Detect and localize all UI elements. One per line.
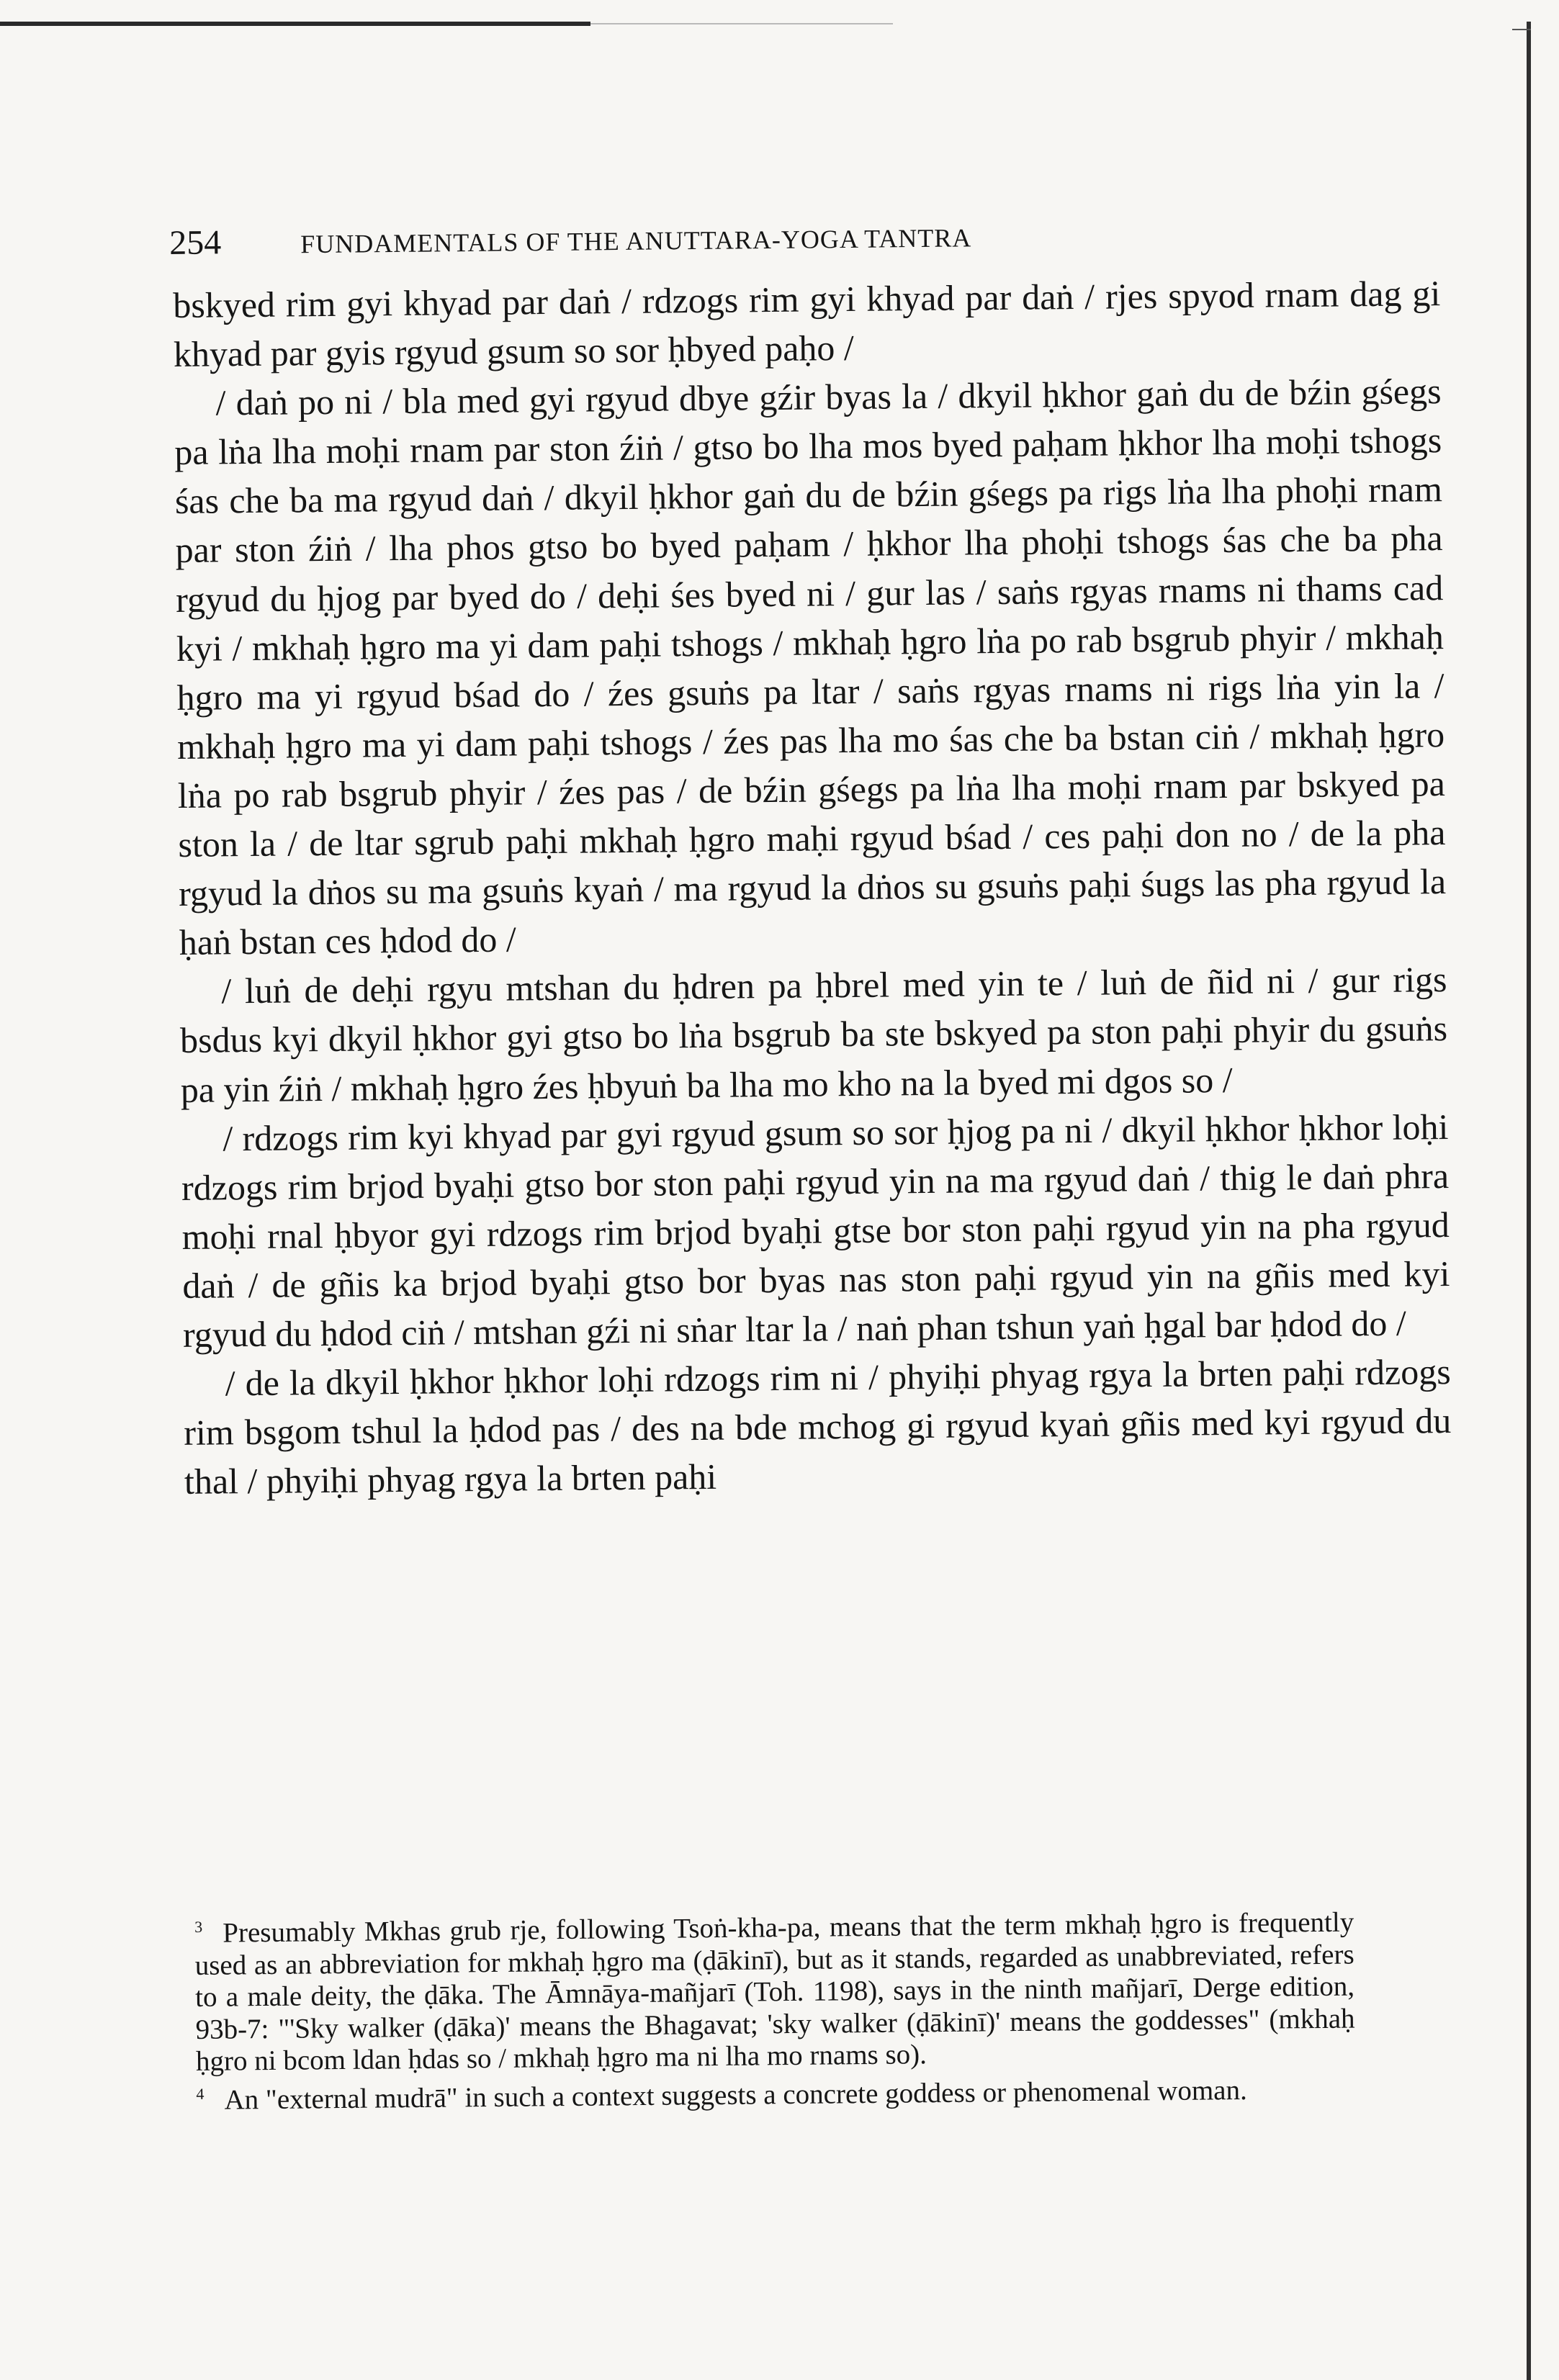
footnote-text: Presumably Mkhas grub rje, following Tsoṅ-kha-pa, means that the term mkhaḥ ḥgro is frequently used as an abbreviation for mkhaḥ ḥgro ma (ḍākinī), but as it stands, regarded as unabbreviated, refers to a male deity, the ḍāka. The Āmnāya-mañjarī (Toh. 1198), says in the ninth mañjarī, Derge edition, 93b-7: "'Sky walker (ḍāka)' means the Bhagavat; 'sky walker (ḍākinī)' means the goddesses" (mkhaḥ ḥgro ni bcom ldan ḥdas so / mkhaḥ ḥgro ma ni lha mo rnams so). <box>194 1906 1355 2077</box>
footnote-text: An "external mudrā" in such a context suggests a concrete goddess or phenomenal woman. <box>224 2074 1247 2116</box>
paragraph-4: / rdzogs rim kyi khyad par gyi rgyud gsum so sor ḥjog pa ni / dkyil ḥkhor ḥkhor loḥi rdzogs rim brjod byaḥi gtso bor ston paḥi rgyud yin na ma rgyud daṅ / thig le daṅ phra moḥi rnal ḥbyor gyi rdzogs rim brjod byaḥi gtse bor ston paḥi rgyud yin na pha rgyud daṅ / de gñis ka brjod byaḥi gtso bor byas nas ston paḥi rgyud yin na gñis med kyi rgyud du ḥdod ciṅ / mtshan gźi ni sṅar ltar la / naṅ phan tshun yaṅ ḥgal bar ḥdod do / <box>181 1106 1450 1355</box>
footnote-3 <box>194 1901 1355 2078</box>
running-head: FUNDAMENTALS OF THE ANUTTARA-YOGA TANTRA <box>300 223 972 259</box>
footnotes <box>194 1901 1356 2117</box>
page-header <box>169 213 1250 274</box>
right-scan-edge-tick <box>1512 29 1531 30</box>
right-scan-edge <box>1527 22 1531 2380</box>
paragraph-5: / de la dkyil ḥkhor ḥkhor loḥi rdzogs rim ni / phyiḥi phyag rgya la brten paḥi rdzogs rim bsgom tshul la ḥdod pas / des na bde mchog gi rgyud kyaṅ gñis med kyi rgyud du thal / phyiḥi phyag rgya la brten paḥi <box>184 1351 1452 1502</box>
paragraph-2: / daṅ po ni / bla med gyi rgyud dbye gźir byas la / dkyil ḥkhor gaṅ du de bźin gśegs pa lṅa lha moḥi rnam par ston źiṅ / gtso bo lha mos byed paḥam ḥkhor lha moḥi tshogs śas che ba ma rgyud daṅ / dkyil ḥkhor gaṅ du de bźin gśegs pa rigs lṅa lha phoḥi rnam par ston źiṅ / lha phos gtso bo byed paḥam / ḥkhor lha phoḥi tshogs śas che ba pha rgyud du ḥjog par byed do / deḥi śes byed ni / gur las / saṅs rgyas rnams ni thams cad kyi / mkhaḥ ḥgro ma yi dam paḥi tshogs / mkhaḥ ḥgro lṅa po rab bsgrub phyir / mkhaḥ ḥgro ma yi rgyud bśad do / źes gsuṅs pa ltar / saṅs rgyas rnams ni rigs lṅa yin la / mkhaḥ ḥgro ma yi dam paḥi tshogs / źes pas lha mo śas che ba bstan ciṅ / mkhaḥ ḥgro lṅa po rab bsgrub phyir / źes pas / de bźin gśegs pa lṅa lha moḥi rnam par bskyed pa ston la / de ltar sgrub paḥi mkhaḥ ḥgro maḥi rgyud bśad / ces paḥi don no / de la pha rgyud la dṅos su ma gsuṅs kyaṅ / ma rgyud la dṅos su gsuṅs paḥi śugs las pha rgyud la ḥaṅ bstan ces ḥdod do / <box>174 371 1447 963</box>
body-text <box>173 269 1452 1506</box>
paragraph-1: bskyed rim gyi khyad par daṅ / rdzogs rim gyi khyad par daṅ / rjes spyod rnam dag gi khyad par gyis rgyud gsum so sor ḥbyed paḥo / <box>173 273 1441 375</box>
top-scan-edge-faint <box>590 23 893 24</box>
paragraph-3: / luṅ de deḥi rgyu mtshan du ḥdren pa ḥbrel med yin te / luṅ de ñid ni / gur rigs bsdus kyi dkyil ḥkhor gyi gtso bo lṅa bsgrub ba ste bskyed pa ston paḥi phyir du gsuṅs pa yin źiṅ / mkhaḥ ḥgro źes ḥbyuṅ ba lha mo kho na la byed mi dgos so / <box>179 959 1448 1110</box>
page-number: 254 <box>169 223 222 262</box>
top-scan-edge <box>0 22 590 26</box>
footnote-marker: 4 <box>196 2084 205 2103</box>
footnote-marker: 3 <box>194 1917 203 1936</box>
